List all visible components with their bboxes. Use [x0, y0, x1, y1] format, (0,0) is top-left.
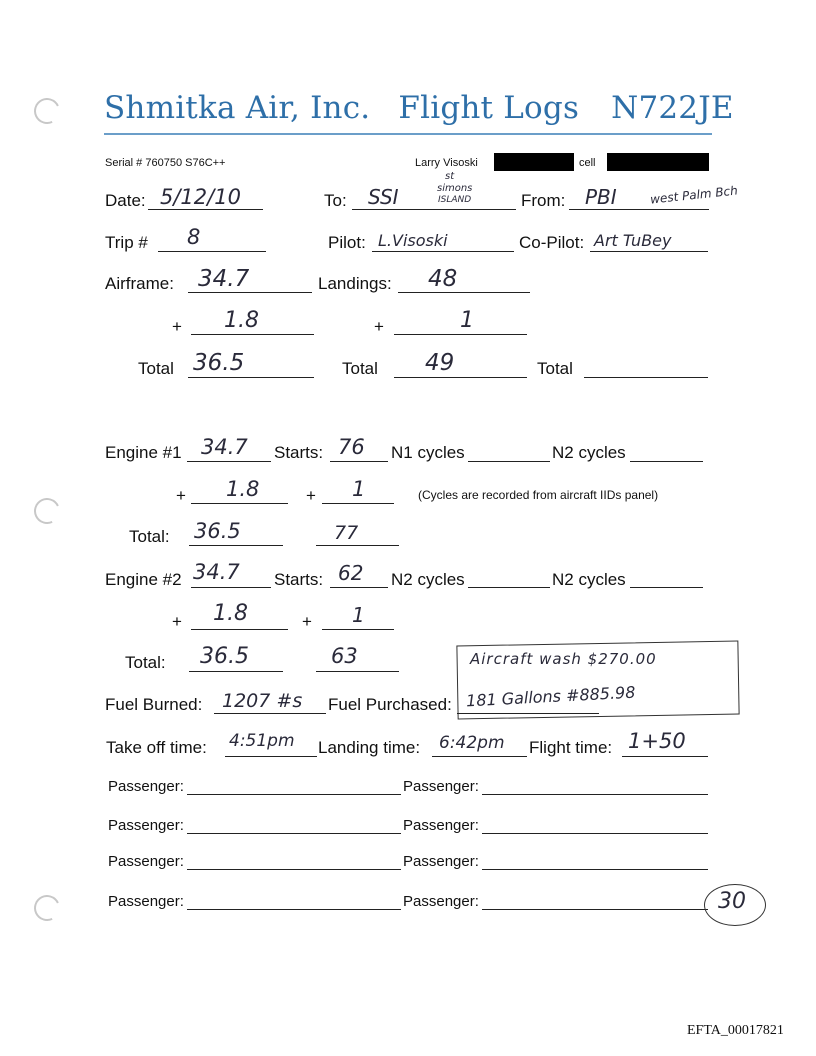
to-label: To:	[324, 191, 347, 210]
pilot-value: L.Visoski	[378, 231, 448, 250]
trip-label: Trip #	[105, 233, 148, 252]
flight-time-label: Flight time:	[529, 738, 613, 757]
trip-value: 8	[187, 225, 201, 249]
n2-cycles-label: N2 cycles	[391, 570, 465, 589]
airframe-value: 34.7	[198, 266, 250, 292]
engine2-starts-value: 62	[338, 561, 364, 585]
plus-sign: +	[176, 486, 186, 505]
engine2-starts-add-line	[322, 629, 394, 630]
passenger-label: Passenger:	[108, 853, 184, 870]
n2-cycles-line	[630, 587, 703, 588]
bates-number: EFTA_00017821	[687, 1023, 784, 1038]
redaction-bar	[607, 153, 709, 171]
from-label: From:	[521, 191, 566, 210]
fuel-purchased-value: 181 Gallons #885.98	[465, 682, 636, 711]
copilot-line	[590, 251, 708, 252]
to-value: SSI	[368, 185, 399, 209]
passenger-line	[187, 833, 401, 834]
n2-cycles-label: N2 cycles	[552, 443, 626, 462]
from-line	[569, 209, 709, 210]
engine2-line	[191, 587, 271, 588]
airframe-total-value: 36.5	[193, 350, 245, 376]
passenger-label: Passenger:	[403, 817, 479, 834]
passenger-line	[482, 869, 708, 870]
engine1-total-value: 36.5	[194, 519, 241, 543]
landing-line	[432, 756, 527, 757]
n1-cycles-line	[468, 461, 550, 462]
to-note-bottom: ISLAND	[438, 195, 472, 205]
engine2-total-value: 36.5	[200, 644, 249, 669]
takeoff-value: 4:51pm	[229, 731, 295, 751]
plus-sign: +	[302, 612, 312, 631]
engine1-starts-line	[330, 461, 388, 462]
date-line	[148, 209, 263, 210]
copilot-label: Co-Pilot:	[519, 233, 585, 252]
passenger-line	[482, 833, 708, 834]
passenger-line	[482, 909, 708, 910]
n1-cycles-label: N1 cycles	[391, 443, 465, 462]
landings-value: 48	[428, 266, 458, 292]
company-name: Shmitka Air, Inc.	[104, 90, 371, 126]
engine2-starts-line	[330, 587, 388, 588]
passenger-line	[187, 794, 401, 795]
cycles-note: (Cycles are recorded from aircraft IIDs panel)	[418, 488, 659, 502]
airframe-add-line	[191, 334, 314, 335]
passenger-label: Passenger:	[403, 778, 479, 795]
passenger-line	[187, 869, 401, 870]
engine1-starts-add-line	[322, 503, 394, 504]
passenger-line	[482, 794, 708, 795]
page-number: 30	[718, 889, 746, 914]
starts-label: Starts:	[274, 570, 324, 589]
pilot-label: Pilot:	[328, 233, 366, 252]
engine2-starts-total-line	[316, 671, 399, 672]
title-rule	[104, 133, 712, 135]
passenger-label: Passenger:	[108, 893, 184, 910]
passenger-label: Passenger:	[403, 853, 479, 870]
engine2-total-line	[189, 671, 283, 672]
to-line	[352, 209, 516, 210]
binder-hole-middle	[30, 494, 63, 527]
airframe-line	[188, 292, 312, 293]
engine2-add-value: 1.8	[213, 601, 248, 626]
landings-label: Landings:	[318, 274, 392, 293]
copilot-value: Art TuBey	[594, 231, 672, 250]
landings-total-value: 49	[425, 350, 455, 376]
landings-line	[398, 292, 530, 293]
to-note-top: st	[445, 171, 455, 182]
pilot-name-header: Larry Visoski	[415, 157, 478, 169]
engine1-starts-total-value: 77	[334, 522, 359, 544]
n2-cycles-line	[630, 461, 703, 462]
airframe-add-value: 1.8	[224, 308, 259, 333]
flight-logs-title: Flight Logs	[398, 90, 580, 126]
engine2-add-line	[191, 629, 288, 630]
engine1-total-line	[189, 545, 283, 546]
trip-line	[158, 251, 266, 252]
flight-time-value: 1+50	[628, 729, 686, 753]
serial-number: Serial # 760750 S76C++	[105, 157, 226, 169]
engine1-starts-value: 76	[338, 435, 365, 459]
plus-sign: +	[374, 317, 384, 336]
landings-add-value: 1	[460, 308, 474, 333]
n2-cycles-line	[468, 587, 550, 588]
plus-sign: +	[172, 317, 182, 336]
date-value: 5/12/10	[160, 185, 241, 209]
total-label: Total	[138, 359, 174, 378]
engine1-add-value: 1.8	[226, 477, 260, 501]
total-label: Total:	[129, 527, 170, 546]
starts-label: Starts:	[274, 443, 324, 462]
binder-hole-top	[30, 94, 63, 127]
landings-total-line	[394, 377, 527, 378]
from-note: west Palm Bch	[649, 183, 739, 207]
landing-value: 6:42pm	[439, 733, 505, 753]
engine1-line	[187, 461, 271, 462]
landing-label: Landing time:	[318, 738, 421, 757]
redaction-bar	[494, 153, 574, 171]
to-note-mid: simons	[437, 183, 473, 194]
passenger-line	[187, 909, 401, 910]
pilot-line	[372, 251, 514, 252]
engine1-add-line	[191, 503, 288, 504]
total-label: Total	[342, 359, 378, 378]
engine1-starts-total-line	[316, 545, 399, 546]
passenger-label: Passenger:	[108, 778, 184, 795]
fuel-burned-line	[214, 713, 326, 714]
engine2-label: Engine #2	[105, 570, 182, 589]
total-blank-line	[584, 377, 708, 378]
from-value: PBI	[585, 185, 617, 209]
date-label: Date:	[105, 191, 146, 210]
fuel-purchased-line	[457, 713, 599, 714]
passenger-label: Passenger:	[403, 893, 479, 910]
takeoff-line	[225, 756, 317, 757]
fuel-burned-label: Fuel Burned:	[105, 695, 203, 714]
flight-time-line	[622, 756, 708, 757]
airframe-label: Airframe:	[105, 274, 174, 293]
fuel-burned-value: 1207 #s	[222, 690, 303, 712]
plus-sign: +	[172, 612, 182, 631]
takeoff-label: Take off time:	[106, 738, 207, 757]
total-label: Total:	[125, 653, 166, 672]
fuel-purchased-label: Fuel Purchased:	[328, 695, 452, 714]
engine2-starts-add-value: 1	[352, 603, 365, 627]
page-title	[104, 90, 734, 126]
passenger-label: Passenger:	[108, 817, 184, 834]
tail-number: N722JE	[611, 90, 734, 126]
total-label: Total	[537, 359, 573, 378]
engine1-value: 34.7	[201, 435, 248, 459]
engine2-starts-total-value: 63	[331, 644, 358, 668]
engine1-label: Engine #1	[105, 443, 182, 462]
cell-label: cell	[579, 157, 596, 169]
landings-add-line	[394, 334, 527, 335]
plus-sign: +	[306, 486, 316, 505]
airframe-total-line	[188, 377, 314, 378]
engine1-starts-add-value: 1	[352, 477, 366, 501]
wash-note: Aircraft wash $270.00	[470, 650, 657, 668]
engine2-value: 34.7	[193, 560, 240, 584]
binder-hole-bottom	[30, 891, 63, 924]
n2-cycles-label: N2 cycles	[552, 570, 626, 589]
